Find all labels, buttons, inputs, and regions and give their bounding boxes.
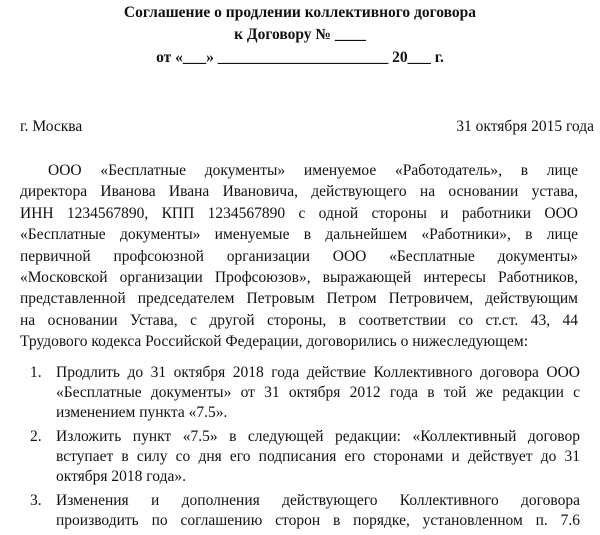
paragraph-line: директора Иванова Ивана Ивановича, действующего на основании устава, <box>20 183 578 201</box>
list-number: 1. <box>30 364 42 381</box>
document-title: Соглашение о продлении коллективного договора <box>123 4 477 21</box>
paragraph-line: первичной профсоюзной организации ООО «Бесплатные документы» <box>20 247 578 265</box>
list-item-line: Продлить до 31 октября 2018 года действие Коллективного договора ООО <box>56 364 580 381</box>
paragraph-line: представленной председателем Петровым Петром Петровичем, действующим <box>20 290 578 308</box>
intro-paragraph <box>20 160 578 353</box>
list-item <box>20 427 580 487</box>
list-item-line: Изменения и дополнения действующего Коллективного договора <box>56 492 580 509</box>
paragraph-line: «Бесплатные документы» именуемые в дальнейшем «Работники», в лице <box>20 226 578 244</box>
paragraph-line: ООО «Бесплатные документы» именуемое «Работодатель», в лице <box>48 162 578 179</box>
contract-date-line: от «___» ______________________ 20___ г. <box>156 49 444 66</box>
paragraph-line: «Московской организации Профсоюзов», выражающей интересы Работников, <box>20 268 578 286</box>
paragraph-line: на основании Устава, с другой стороны, в соответствии со ст.ст. 43, 44 <box>20 311 578 329</box>
list-number: 3. <box>30 492 42 509</box>
list-item-line: Изложить пункт «7.5» в следующей редакции: «Коллективный договор <box>56 428 580 445</box>
list-item-line: изменением пункта «7.5». <box>56 404 228 421</box>
list-number: 2. <box>30 428 42 445</box>
document-date: 31 октября 2015 года <box>456 118 594 135</box>
list-item <box>20 363 580 423</box>
list-item-line: октября 2018 года». <box>56 468 186 485</box>
contract-reference: к Договору № ____ <box>234 26 366 43</box>
city: г. Москва <box>20 118 83 135</box>
list-item <box>20 491 580 531</box>
list-item-line: «Бесплатные документы» от 31 октября 2012 года в той же редакции с <box>56 384 580 401</box>
paragraph-line: Трудового кодекса Российской Федерации, договорились о нижеследующем: <box>20 333 529 351</box>
list-item-line: производить по соглашению сторон в порядке, установленном п. 7.6 <box>56 512 580 529</box>
paragraph-line: ИНН 1234567890, КПП 1234567890 с одной стороны и работники ООО <box>20 204 578 222</box>
numbered-list <box>20 363 580 535</box>
list-item-line: вступает в силу со дня его подписания его сторонами и действует до 31 <box>56 448 580 465</box>
